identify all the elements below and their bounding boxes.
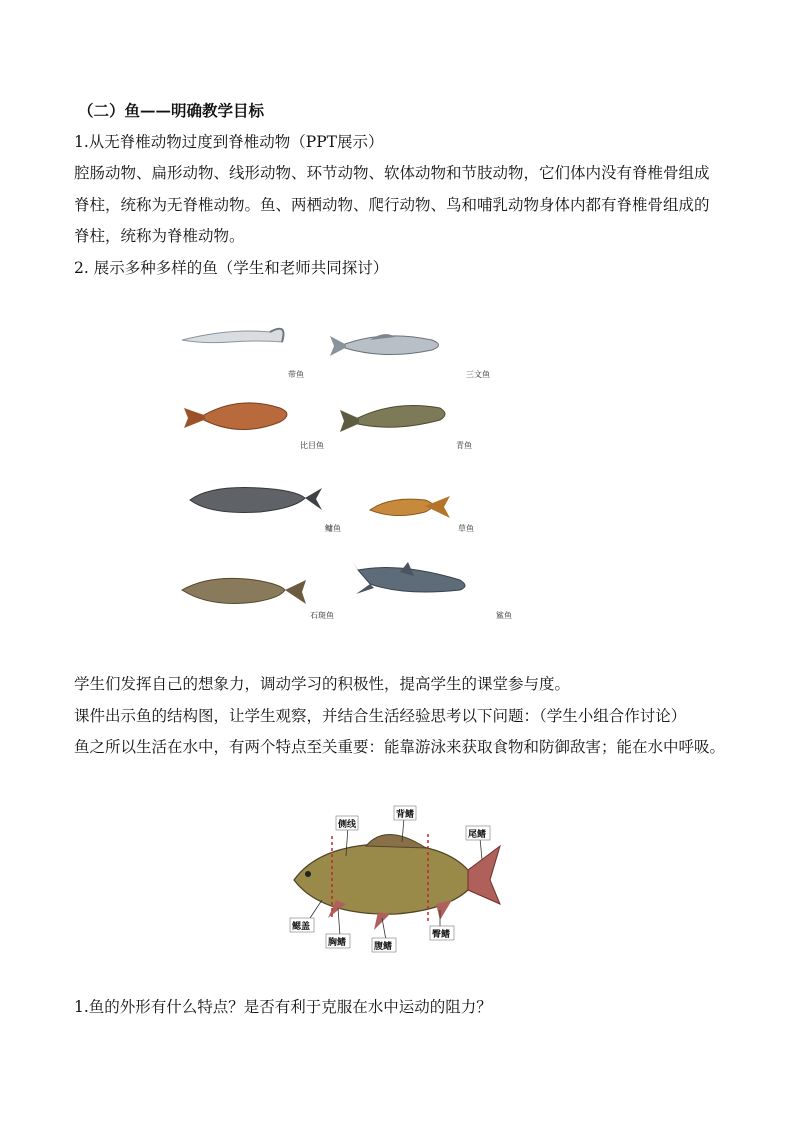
paragraph-line: 脊柱，统称为脊椎动物。	[74, 227, 245, 245]
salmon-icon	[330, 334, 439, 356]
fish-name-label: 草鱼	[458, 524, 474, 533]
fish-name-label: 带鱼	[288, 370, 304, 379]
fish-name-label: 鲨鱼	[496, 611, 512, 620]
fish-structure-diagram	[286, 800, 516, 960]
bighead-carp-icon	[190, 488, 322, 513]
black-carp-icon	[340, 406, 445, 432]
label-pelvic-fin: 腹鳍	[374, 942, 393, 952]
label-tail-fin: 尾鳍	[468, 830, 487, 840]
label-anal-fin: 臀鳍	[432, 930, 451, 940]
paragraph-line: 学生们发挥自己的想象力，调动学习的积极性，提高学生的课堂参与度。	[74, 675, 571, 693]
shark-icon	[352, 560, 465, 594]
fish-name-label: 比目鱼	[300, 441, 324, 450]
paragraph-line: 鱼之所以生活在水中，有两个特点至关重要：能靠游泳来获取食物和防御敌害；能在水中呼吸。	[74, 738, 726, 756]
label-lateral-line: 侧线	[338, 820, 357, 830]
fish-name-label: 鳙鱼	[325, 524, 341, 533]
item2-title: 2. 展示多种多样的鱼（学生和老师共同探讨）	[74, 259, 389, 277]
label-gill-cover: 鳃盖	[292, 922, 311, 932]
label-pectoral-fin: 胸鳍	[328, 938, 347, 948]
fish-name-label: 三文鱼	[466, 370, 490, 379]
fish-name-label: 石斑鱼	[310, 611, 334, 620]
paragraph-line: 脊柱，统称为无脊椎动物。鱼、两栖动物、爬行动物、鸟和哺乳动物身体内都有脊椎骨组成的	[74, 196, 710, 214]
item1-title: 1.从无脊椎动物过度到脊椎动物（PPT展示）	[74, 133, 384, 151]
question-1: 1.鱼的外形有什么特点？是否有利于克服在水中运动的阻力？	[74, 998, 492, 1016]
paragraph-line: 腔肠动物、扁形动物、线形动物、环节动物、软体动物和节肢动物，它们体内没有脊椎骨组成	[74, 164, 710, 182]
carp-body-icon	[294, 834, 500, 930]
paragraph-line: 课件出示鱼的结构图，让学生观察，并结合生活经验思考以下问题：（学生小组合作讨论）	[74, 707, 687, 725]
flatfish-icon	[184, 403, 287, 430]
fish-name-label: 青鱼	[456, 441, 472, 450]
grouper-icon	[182, 578, 306, 604]
grass-carp-icon	[370, 496, 450, 518]
ribbonfish-icon	[182, 329, 284, 343]
label-dorsal-fin: 背鳍	[396, 810, 415, 820]
fish-gallery-figure	[170, 300, 530, 630]
section-heading: （二）鱼——明确教学目标	[78, 101, 265, 120]
